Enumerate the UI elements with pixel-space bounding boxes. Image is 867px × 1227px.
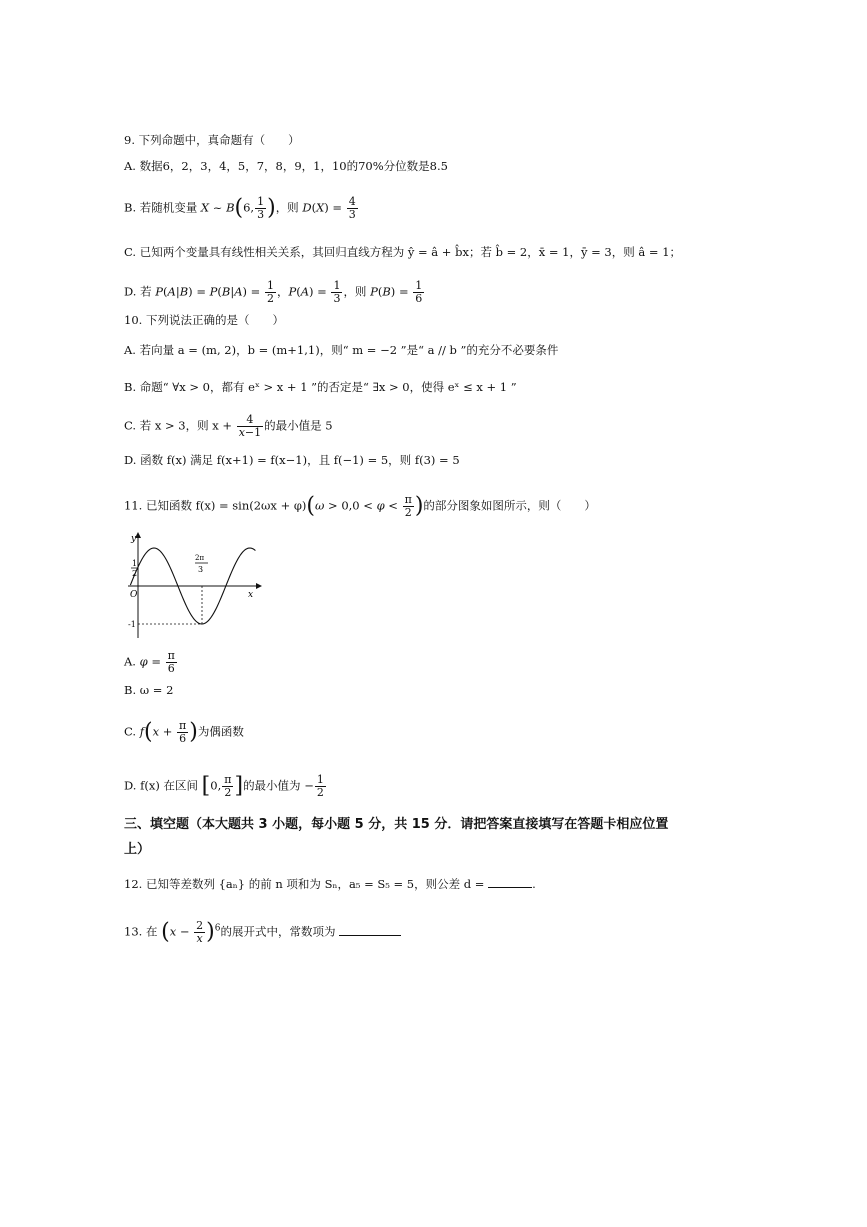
q9-d-then: ，则 xyxy=(343,284,367,299)
section3-title-cont: 上） xyxy=(124,842,151,857)
q9-stem: 9. 下列命题中，真命题有（ ） xyxy=(124,133,300,147)
q10-c-prefix: C. 若 x > 3，则 x + xyxy=(124,418,233,433)
section3-title: 三、填空题（本大题共 3 小题，每小题 5 分，共 15 分．请把答案直接填写在答题卡相应位置 xyxy=(124,817,669,832)
q9-option-d: D. 若 P(A|B) = P(B|A) = $\frac{1}{2}$ ，P(A) = $\frac{1}{3}$ ，则 P(B) = $\frac{1}{6}$ xyxy=(124,279,423,305)
graph-x-label: x xyxy=(248,590,254,600)
q11-a-prefix: A. xyxy=(124,654,136,669)
q12-text-a: 12. 已知等差数列 {aₙ} 的前 n 项和为 Sₙ，a₅ = S₅ = 5，则公差 d = xyxy=(124,877,485,891)
q9-option-c: C. 已知两个变量具有线性相关关系，其回归直线方程为 ŷ = â + b̂x；若 b̂ = 2，x̄ = 1，ȳ = 3，则 â = 1； xyxy=(124,245,682,259)
graph-mark-den: 3 xyxy=(198,565,204,574)
q11-stem-prefix: 11. 已知函数 f(x) = sin(2ωx + φ) xyxy=(124,498,307,513)
q10-option-c: C. 若 x > 3，则 x + $\frac{4}{x-1}$ 的最小值是 5 xyxy=(124,413,333,439)
q10-option-d: D. 函数 f(x) 满足 f(x+1) = f(x−1)，且 f(−1) = 5，则 f(3) = 5 xyxy=(124,453,460,467)
q11-c-prefix: C. xyxy=(124,724,137,739)
graph-neg-one: -1 xyxy=(128,620,136,629)
q12-text xyxy=(124,876,536,892)
q11-function-graph xyxy=(124,530,264,640)
q13-prefix: 13. 在 xyxy=(124,924,158,939)
q11-option-b: B. ω = 2 xyxy=(124,683,174,697)
q11-c-suffix: 为偶函数 xyxy=(197,724,244,739)
q10-option-a: A. 若向量 a = (m, 2)，b = (m+1,1)，则“ m = −2 ”是“ a // b ”的充分不必要条件 xyxy=(124,343,559,357)
q11-d-prefix: D. f(x) 在区间 xyxy=(124,778,198,793)
graph-half-num: 1 xyxy=(132,559,138,568)
graph-origin-label: O xyxy=(130,590,138,600)
q11-stem: 11. 已知函数 f(x) = sin(2ωx + φ)(ω > 0,0 < φ < $\frac{\pi}{2}$ )的部分图象如图所示，则（ ） xyxy=(124,493,596,519)
q11-d-suffix: 的最小值为 xyxy=(243,778,301,793)
graph-half-den: 2 xyxy=(132,569,138,578)
q9-b-then: ，则 xyxy=(275,200,299,215)
q10-c-suffix: 的最小值是 5 xyxy=(264,418,333,433)
q10-option-b: B. 命题“ ∀x > 0，都有 eˣ > x + 1 ”的否定是“ ∃x > 0，使得 eˣ ≤ x + 1 ” xyxy=(124,380,517,394)
q13-text: 13. 在 (x − $\frac{2}{x}$ )$^6$的展开式中，常数项为 xyxy=(124,920,401,945)
q13-answer-blank[interactable] xyxy=(339,925,401,936)
q12-answer-blank[interactable] xyxy=(488,877,532,888)
q9-option-a: A. 数据6，2，3，4，5，7，8，9，1，10的70%分位数是8.5 xyxy=(124,159,448,173)
q10-stem: 10. 下列说法正确的是（ ） xyxy=(124,313,284,327)
q11-option-a: A. φ = $\frac{\pi}{6}$ xyxy=(124,649,175,675)
q11-option-d: D. f(x) 在区间 [0, $\frac{\pi}{2}$ ]的最小值为 − $\frac{1}{2}$ xyxy=(124,773,324,799)
graph-mark-num: 2π xyxy=(195,554,205,562)
q9-b-prefix: B. 若随机变量 xyxy=(124,200,198,215)
q9-option-b: B. 若随机变量 X ~ B(6, $\frac{1}{3}$ )，则 D(X) = $\frac{4}{3}$ xyxy=(124,195,356,221)
graph-y-label: y xyxy=(131,534,137,544)
q12-text-end: . xyxy=(532,877,536,891)
q9-d-prefix: D. 若 xyxy=(124,284,152,299)
q13-suffix: 的展开式中，常数项为 xyxy=(220,924,336,939)
q11-stem-suffix: 的部分图象如图所示，则（ ） xyxy=(423,498,596,513)
q11-option-c: C. f(x + $\frac{\pi}{6}$ )为偶函数 xyxy=(124,719,244,745)
